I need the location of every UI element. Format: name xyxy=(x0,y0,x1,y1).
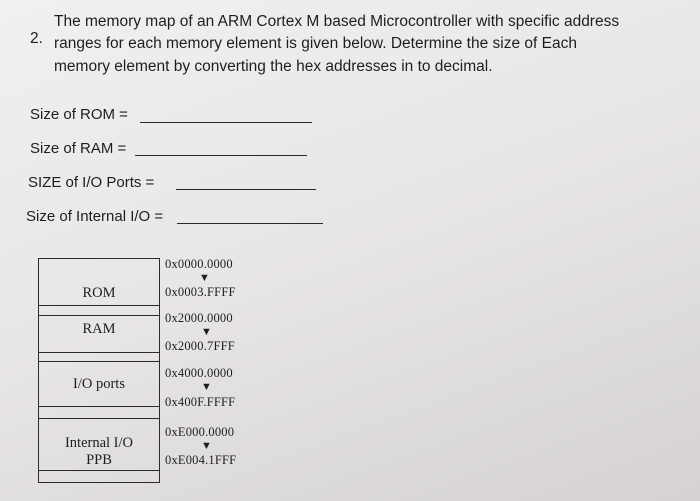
rom-end-address: 0x0003.FFFF xyxy=(165,285,236,299)
question-text-line-3: memory element by converting the hex addresses in to decimal. xyxy=(54,58,493,75)
internal-io-size-label: Size of Internal I/O = xyxy=(26,208,164,225)
internal-io-end-address: 0xE004.1FFF xyxy=(165,453,237,467)
internal-io-start-address: 0xE000.0000 xyxy=(165,425,235,439)
io-ports-size-label: SIZE of I/O Ports = xyxy=(28,174,155,191)
ppb-bottom-line xyxy=(39,470,159,471)
ram-end-address: 0x2000.7FFF xyxy=(165,339,235,353)
io-ports-block-label: I/O ports xyxy=(73,376,125,392)
io-ports-start-address: 0x4000.0000 xyxy=(165,366,233,380)
internal-io-block-label xyxy=(39,435,159,469)
io-ports-end-address: 0x400F.FFFF xyxy=(165,395,236,409)
rom-size-label: Size of ROM = xyxy=(30,106,128,123)
internal-io-label-line-1: Internal I/O xyxy=(64,435,134,451)
rom-range-arrow-icon: ▼ xyxy=(199,272,210,284)
internal-io-size-blank[interactable] xyxy=(177,223,323,224)
internal-io-range-arrow-icon: ▼ xyxy=(201,440,212,452)
ram-start-address: 0x2000.0000 xyxy=(165,311,233,325)
io-bottom-line xyxy=(39,406,159,407)
ram-size-label: Size of RAM = xyxy=(30,140,127,157)
question-text-line-1: The memory map of an ARM Cortex M based Microcontroller with specific address xyxy=(54,13,620,30)
ram-range-arrow-icon: ▼ xyxy=(201,326,212,338)
memory-map-table xyxy=(38,258,160,483)
io-gap-line xyxy=(39,418,159,419)
question-text-line-2: ranges for each memory element is given below. Determine the size of Each xyxy=(54,35,577,52)
io-ports-range-arrow-icon: ▼ xyxy=(201,381,212,393)
ram-gap-line xyxy=(39,361,159,362)
io-ports-size-blank[interactable] xyxy=(176,189,316,190)
internal-io-label-line-2: PPB xyxy=(86,452,112,468)
question-number: 2. xyxy=(30,30,43,47)
rom-block-label: ROM xyxy=(82,285,116,301)
ram-bottom-line xyxy=(39,352,159,353)
rom-size-blank[interactable] xyxy=(140,122,312,123)
ram-size-blank[interactable] xyxy=(135,155,307,156)
rom-start-address: 0x0000.0000 xyxy=(165,257,233,271)
ram-block-label: RAM xyxy=(82,321,116,337)
rom-bottom-line xyxy=(39,305,159,306)
rom-gap-line xyxy=(39,315,159,316)
